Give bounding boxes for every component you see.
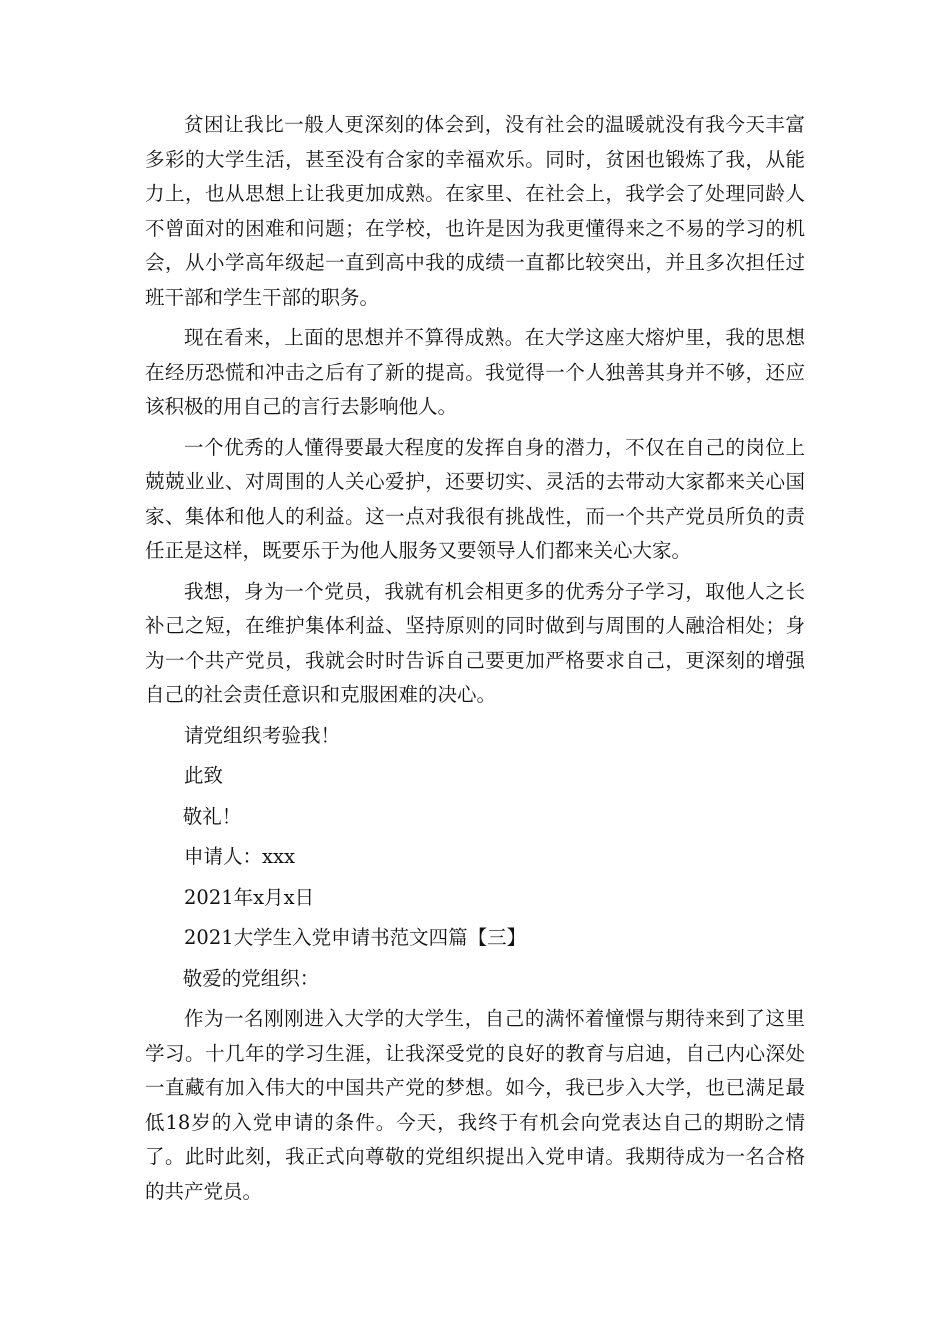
applicant-name: 申请人：xxx bbox=[184, 845, 295, 868]
closing-cizhi: 此致 bbox=[184, 764, 224, 787]
paragraph-poverty: 贫困让我比一般人更深刻的体会到，没有社会的温暖就没有我今天丰富多彩的大学生活，甚至没有合家的幸福欢乐。同时，贫困也锻炼了我，从能力上，也从思想上让我更加成熟。在家里、在社会上，我学会了处理同龄人不曾面对的困难和问题；在学校，也许是因为我更懂得来之不易的学习的机会，从小学高年级起一直到高中我的成绩一直都比较突出，并且多次担任过班干部和学生干部的职务。 bbox=[145, 113, 805, 309]
paragraph-party-member: 我想，身为一个党员，我就有机会相更多的优秀分子学习，取他人之长补己之短，在维护集体利益、坚持原则的同时做到与周围的人融洽相处；身为一个共产党员，我就会时时告诉自己要更加严格要求自己，更深刻的增强自己的社会责任意识和克服困难的决心。 bbox=[145, 579, 805, 706]
closing-request: 请党组织考验我！ bbox=[184, 723, 341, 747]
document-body bbox=[145, 108, 805, 1215]
paragraph-introduction: 作为一名刚刚进入大学的大学生，自己的满怀着憧憬与期待来到了这里学习。十几年的学习生涯，让我深受党的良好的教育与启迪，自己内心深处一直藏有加入伟大的中国共产党的梦想。如今，我已步入大学，也已满足最低18岁的入党申请的条件。今天，我终于有机会向党表达自己的期盼之情了。此时此刻，我正式向尊敬的党组织提出入党申请。我期待成为一名合格的共产党员。 bbox=[145, 1007, 805, 1203]
closing-jingli: 敬礼！ bbox=[182, 804, 242, 828]
salutation: 敬爱的党组织： bbox=[182, 966, 320, 990]
paragraph-thoughts: 现在看来，上面的思想并不算得成熟。在大学这座大熔炉里，我的思想在经历恐慌和冲击之后有了新的提高。我觉得一个人独善其身并不够，还应该积极的用自己的言行去影响他人。 bbox=[145, 326, 805, 418]
paragraph-excellence: 一个优秀的人懂得要最大程度的发挥自身的潜力，不仅在自己的岗位上兢兢业业、对周围的人关心爱护，还要切实、灵活的去带动大家都来关心国家、集体和他人的利益。这一点对我很有挑战性，而一个共产党员所负的责任正是这样，既要乐于为他人服务又要领导人们都来关心大家。 bbox=[145, 435, 805, 562]
section-title: 2021大学生入党申请书范文四篇【三】 bbox=[184, 926, 527, 949]
application-date: 2021年x月x日 bbox=[184, 885, 315, 909]
